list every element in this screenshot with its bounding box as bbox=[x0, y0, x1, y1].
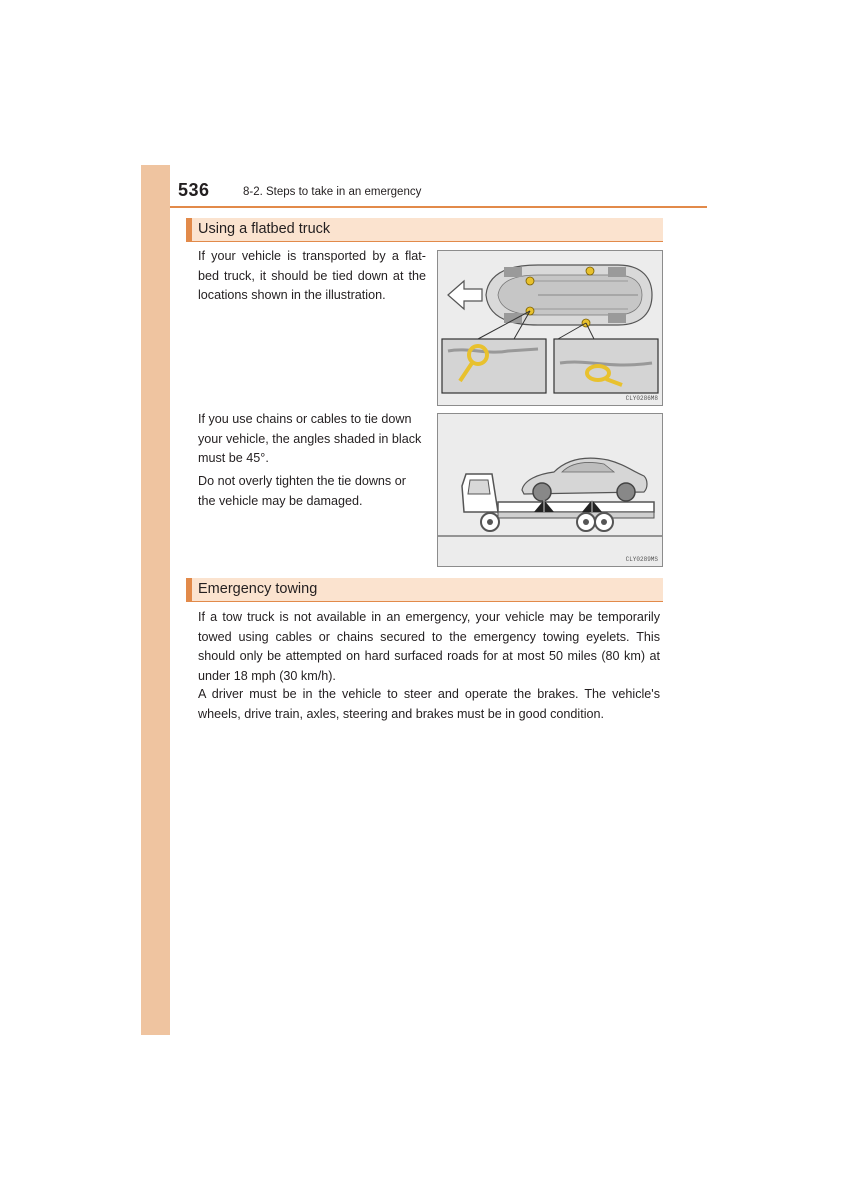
page-number: 536 bbox=[178, 180, 210, 200]
figure-flatbed-truck bbox=[437, 413, 663, 567]
section-heading-flatbed bbox=[186, 218, 663, 242]
paragraph-angle: If you use chains or cables to tie down your vehicle, the angles shaded in black must be 45°. bbox=[198, 412, 422, 465]
chapter-title: 8-2. Steps to take in an emergency bbox=[243, 186, 422, 198]
underbody-illustration bbox=[438, 251, 662, 405]
tie-point-icon bbox=[526, 277, 534, 285]
figure-tie-down-locations bbox=[437, 250, 663, 406]
tie-point-icon bbox=[586, 267, 594, 275]
flatbed-truck-illustration bbox=[438, 414, 662, 566]
header-rule bbox=[170, 206, 707, 208]
section-title: Using a flatbed truck bbox=[198, 221, 331, 237]
section-title: Emergency towing bbox=[198, 581, 318, 597]
chapter-side-band bbox=[141, 165, 170, 1035]
paragraph-towing-conditions: If a tow truck is not available in an emergency, your vehicle may be temporarily towed using cables or chains secured to the emergency towing eyelets. This should only be attempted on hard surfaced roads for at most 50 miles (80 km) at under 18 mph (30 km/h). bbox=[198, 610, 660, 683]
paragraph-driver-requirement: A driver must be in the vehicle to steer and operate the brakes. The vehicle's wheels, drive train, axles, steering and brakes must be in good condition. bbox=[198, 687, 660, 721]
paragraph-flatbed-intro: If your vehicle is transported by a flat-bed truck, it should be tied down at the locations shown in the illustration. bbox=[198, 249, 426, 302]
figure-code: CLY0286M8 bbox=[625, 395, 658, 402]
paragraph-warning: Do not overly tighten the tie downs or the vehicle may be damaged. bbox=[198, 474, 406, 508]
figure-code: CLY0289MS bbox=[625, 556, 658, 563]
section-heading-emergency-towing bbox=[186, 578, 663, 602]
